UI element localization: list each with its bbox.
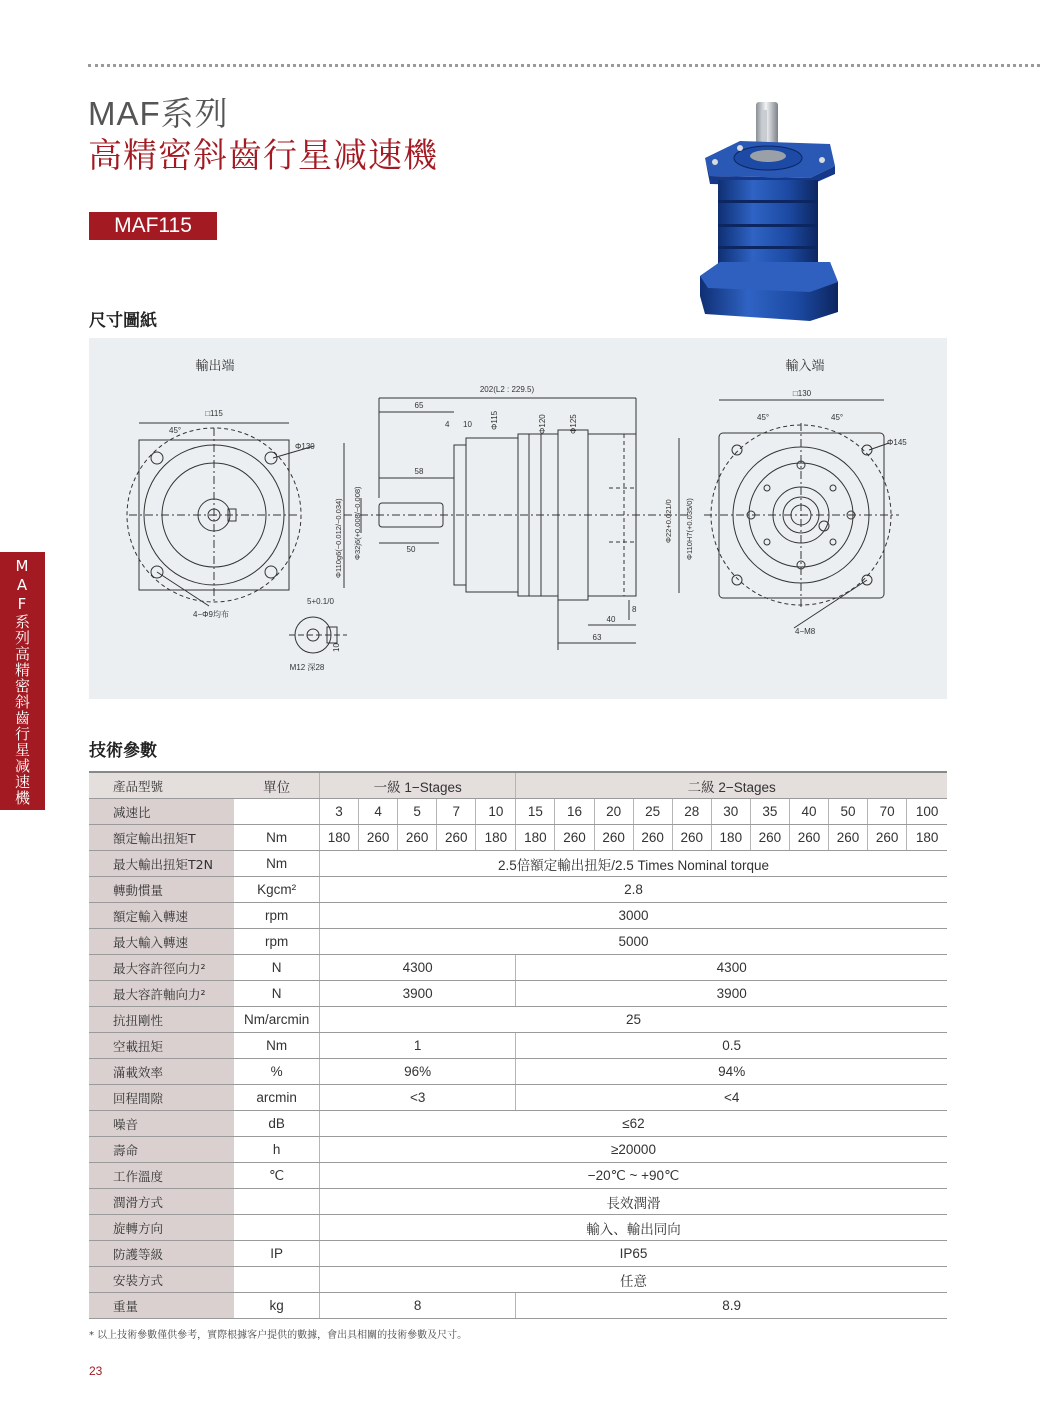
table-row — [89, 1137, 947, 1163]
row-label: 工作溫度 — [89, 1163, 234, 1189]
torque-cell: 260 — [672, 825, 711, 851]
ratio-cell: 40 — [789, 799, 828, 825]
row-unit: arcmin — [234, 1085, 319, 1111]
dim-angle-in-a: 45° — [757, 413, 770, 422]
row-unit: Nm/arcmin — [234, 1007, 319, 1033]
row-value: 長效潤滑 — [319, 1189, 947, 1215]
table-row — [89, 1241, 947, 1267]
row-label: 潤滑方式 — [89, 1189, 234, 1215]
torque-cell: 180 — [711, 825, 750, 851]
header-stage2: 二級 2−Stages — [516, 772, 947, 799]
row-stage2: 3900 — [516, 981, 947, 1007]
torque-cell: 260 — [829, 825, 868, 851]
row-unit — [234, 799, 319, 825]
ratio-cell: 16 — [555, 799, 594, 825]
torque-cell: 260 — [594, 825, 633, 851]
table-row — [89, 1007, 947, 1033]
dimension-drawing — [89, 338, 947, 699]
row-label: 額定輸入轉速 — [89, 903, 234, 929]
row-unit: kg — [234, 1293, 319, 1319]
row-label: 旋轉方向 — [89, 1215, 234, 1241]
torque-cell: 260 — [437, 825, 476, 851]
header-model: 產品型號 — [89, 772, 234, 799]
torque-cell: 260 — [633, 825, 672, 851]
dim-m12: M12 深28 — [289, 663, 325, 672]
row-stage1: <3 — [319, 1085, 515, 1111]
row-unit — [234, 1189, 319, 1215]
dim-len40: 40 — [606, 615, 616, 624]
row-unit: Nm — [234, 1033, 319, 1059]
dim-d120: Φ120 — [538, 414, 547, 434]
table-row — [89, 1189, 947, 1215]
dim-len50: 50 — [406, 545, 416, 554]
row-stage2: 94% — [516, 1059, 947, 1085]
ratio-cell: 35 — [750, 799, 789, 825]
row-stage1: 3900 — [319, 981, 515, 1007]
row-value: 3000 — [319, 903, 947, 929]
dim-d110g6: Φ110g6(−0.012/−0.034) — [334, 498, 343, 578]
header-stage1: 一級 1−Stages — [319, 772, 515, 799]
row-stage2: <4 — [516, 1085, 947, 1111]
torque-cell: 260 — [398, 825, 437, 851]
dim-d32: Φ32j6(+0.008/−0.008) — [353, 486, 362, 560]
row-value: 25 — [319, 1007, 947, 1033]
torque-cell: 260 — [868, 825, 907, 851]
row-value: 2.8 — [319, 877, 947, 903]
torque-cell: 180 — [476, 825, 516, 851]
row-unit: % — [234, 1059, 319, 1085]
output-end-label: 輸出端 — [195, 358, 235, 373]
dim-len65: 65 — [414, 401, 424, 410]
table-row — [89, 799, 947, 825]
dim-len10: 10 — [463, 420, 472, 429]
torque-cell: 180 — [907, 825, 947, 851]
row-label: 安裝方式 — [89, 1267, 234, 1293]
series-title: MAF系列 — [88, 95, 229, 132]
dim-d115: Φ115 — [490, 410, 499, 430]
table-row — [89, 981, 947, 1007]
dim-key10: 10 — [332, 643, 341, 652]
dim-d110h7: Φ110H7(+0.035/0) — [685, 498, 694, 560]
row-value: −20℃ ~ +90℃ — [319, 1163, 947, 1189]
row-unit: dB — [234, 1111, 319, 1137]
row-label: 壽命 — [89, 1137, 234, 1163]
row-value: IP65 — [319, 1241, 947, 1267]
drawing-canvas — [89, 338, 947, 699]
dim-d22: Φ22+0.021/0 — [664, 499, 673, 543]
table-row — [89, 1085, 947, 1111]
row-unit: rpm — [234, 929, 319, 955]
header-unit: 單位 — [234, 772, 319, 799]
spec-heading: 技術參數 — [89, 741, 157, 761]
row-unit: Kgcm² — [234, 877, 319, 903]
row-label: 最大輸出扭矩T2N — [89, 851, 234, 877]
row-stage2: 0.5 — [516, 1033, 947, 1059]
dim-total-length: 202(L2 : 229.5) — [479, 385, 535, 394]
spec-table — [89, 771, 947, 1319]
gearbox-photo — [690, 96, 840, 321]
row-label: 回程間隙 — [89, 1085, 234, 1111]
row-stage1: 1 — [319, 1033, 515, 1059]
dim-angle-out: 45° — [169, 426, 182, 435]
row-unit: IP — [234, 1241, 319, 1267]
table-row — [89, 825, 947, 851]
table-row — [89, 851, 947, 877]
row-label: 最大容許軸向力² — [89, 981, 234, 1007]
ratio-cell: 10 — [476, 799, 516, 825]
table-row — [89, 929, 947, 955]
table-row — [89, 1163, 947, 1189]
row-value: 輸入、輸出同向 — [319, 1215, 947, 1241]
dim-len8: 8 — [632, 605, 637, 614]
table-row — [89, 1293, 947, 1319]
ratio-cell: 70 — [868, 799, 907, 825]
row-label: 抗扭剛性 — [89, 1007, 234, 1033]
row-label: 轉動慣量 — [89, 877, 234, 903]
row-unit: rpm — [234, 903, 319, 929]
input-hole-icon — [732, 445, 742, 455]
dim-len63: 63 — [592, 633, 602, 642]
row-unit: ℃ — [234, 1163, 319, 1189]
row-label: 滿載效率 — [89, 1059, 234, 1085]
dim-sq130: □130 — [792, 389, 812, 398]
row-label: 重量 — [89, 1293, 234, 1319]
ratio-cell: 25 — [633, 799, 672, 825]
table-row — [89, 877, 947, 903]
dim-len4: 4 — [445, 420, 450, 429]
ratio-cell: 5 — [398, 799, 437, 825]
ratio-cell: 20 — [594, 799, 633, 825]
row-unit: N — [234, 955, 319, 981]
row-label: 减速比 — [89, 799, 234, 825]
page-number: 23 — [89, 1364, 103, 1378]
ratio-cell: 28 — [672, 799, 711, 825]
torque-cell: 260 — [750, 825, 789, 851]
row-unit: Nm — [234, 851, 319, 877]
side-tab-label: MAF系列高精密斜齒行星减速機 — [13, 556, 31, 806]
ratio-cell: 50 — [829, 799, 868, 825]
output-hole-icon — [151, 452, 163, 464]
row-label: 空載扭矩 — [89, 1033, 234, 1059]
torque-cell: 260 — [789, 825, 828, 851]
ratio-cell: 3 — [319, 799, 358, 825]
ratio-cell: 100 — [907, 799, 947, 825]
row-value: 任意 — [319, 1267, 947, 1293]
row-unit: N — [234, 981, 319, 1007]
side-tab — [0, 552, 45, 810]
dim-d145: Φ145 — [887, 438, 907, 447]
torque-cell: 180 — [516, 825, 555, 851]
dim-len58: 58 — [414, 467, 424, 476]
row-label: 最大輸入轉速 — [89, 929, 234, 955]
dim-d125: Φ125 — [569, 414, 578, 434]
ratio-cell: 7 — [437, 799, 476, 825]
ratio-cell: 4 — [359, 799, 398, 825]
row-stage2: 8.9 — [516, 1293, 947, 1319]
row-value: ≤62 — [319, 1111, 947, 1137]
ratio-cell: 30 — [711, 799, 750, 825]
table-row — [89, 903, 947, 929]
row-value: 2.5倍額定輸出扭矩/2.5 Times Nominal torque — [319, 851, 947, 877]
product-title: 高精密斜齒行星减速機 — [88, 136, 438, 176]
dim-holes-in: 4−M8 — [795, 627, 816, 636]
table-row — [89, 1267, 947, 1293]
top-dotted-rule — [88, 64, 1040, 67]
row-label: 防護等級 — [89, 1241, 234, 1267]
dim-sq115: □115 — [205, 409, 223, 418]
table-header-row — [89, 772, 947, 799]
footnote: * 以上技術參數僅供參考，實際根據客户提供的數據，會出具相關的技術參數及尺寸。 — [89, 1330, 468, 1341]
row-stage2: 4300 — [516, 955, 947, 981]
model-badge: MAF115 — [89, 212, 217, 240]
row-label: 最大容許徑向力² — [89, 955, 234, 981]
row-value: 5000 — [319, 929, 947, 955]
row-value: ≥20000 — [319, 1137, 947, 1163]
row-label: 額定輸出扭矩T — [89, 825, 234, 851]
dim-angle-in-b: 45° — [831, 413, 844, 422]
table-row — [89, 955, 947, 981]
row-unit — [234, 1267, 319, 1293]
table-row — [89, 1059, 947, 1085]
drawing-heading: 尺寸圖紙 — [89, 311, 157, 331]
table-row — [89, 1033, 947, 1059]
dim-key5: 5+0.1/0 — [307, 597, 334, 606]
row-label: 噪音 — [89, 1111, 234, 1137]
torque-cell: 180 — [319, 825, 358, 851]
input-end-label: 輸入端 — [785, 358, 825, 373]
torque-cell: 260 — [555, 825, 594, 851]
row-unit — [234, 1215, 319, 1241]
dim-d130: Φ130 — [295, 442, 315, 451]
table-row — [89, 1215, 947, 1241]
row-stage1: 4300 — [319, 955, 515, 981]
dim-holes-out: 4−Φ9均布 — [193, 610, 229, 619]
row-unit: h — [234, 1137, 319, 1163]
row-stage1: 8 — [319, 1293, 515, 1319]
torque-cell: 260 — [359, 825, 398, 851]
table-row — [89, 1111, 947, 1137]
ratio-cell: 15 — [516, 799, 555, 825]
row-unit: Nm — [234, 825, 319, 851]
row-stage1: 96% — [319, 1059, 515, 1085]
